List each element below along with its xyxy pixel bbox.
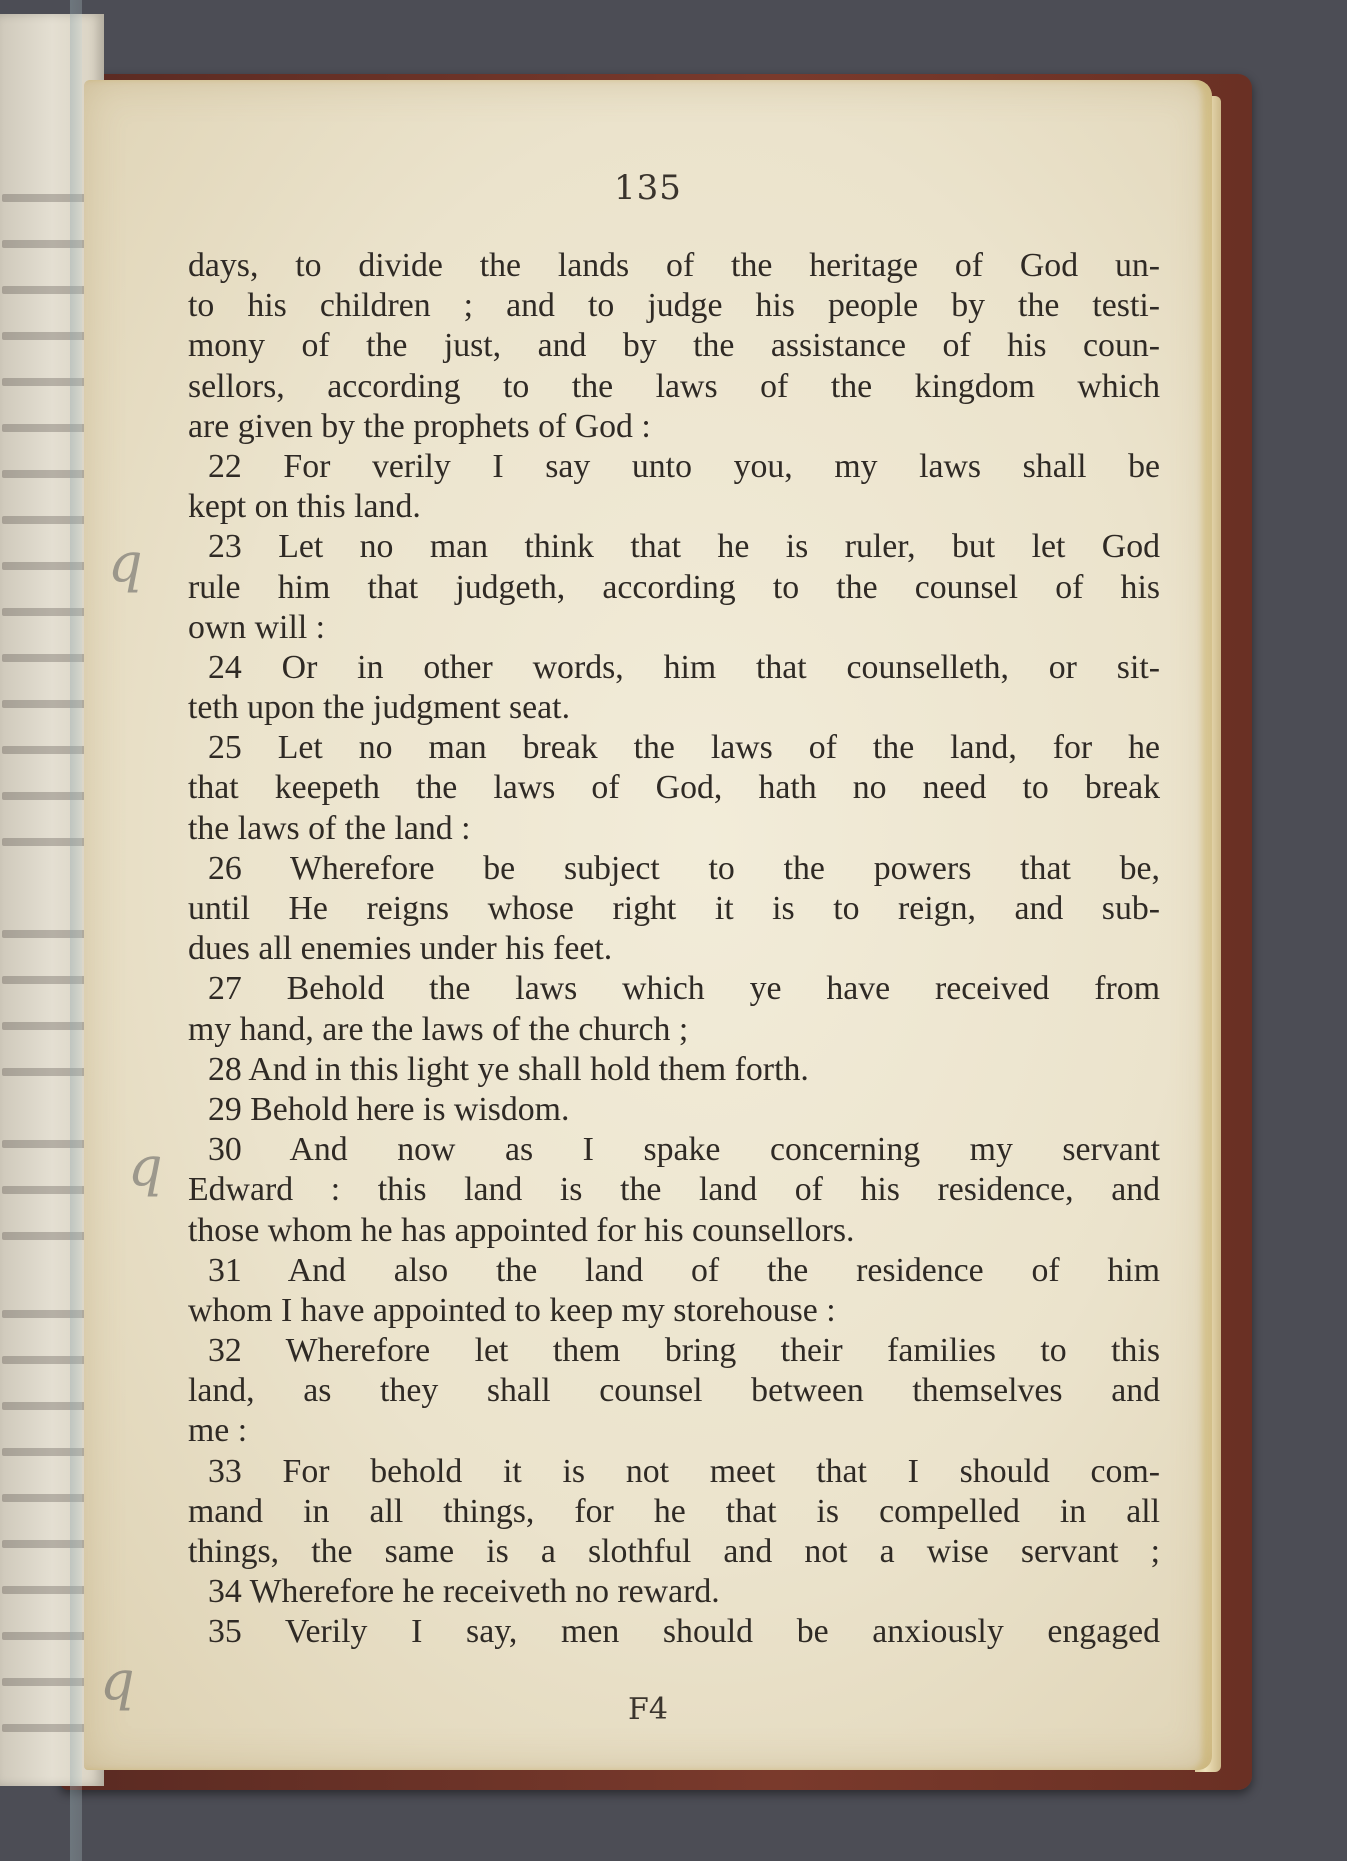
text-line: kept on this land. xyxy=(188,488,421,526)
text-line: Edward : this land is the land of his residence, and xyxy=(188,1171,1160,1209)
text-line: mand in all things, for he that is compelled in all xyxy=(188,1492,1160,1530)
text-line: days, to divide the lands of the heritage of God un- xyxy=(188,247,1160,284)
text-line: me : xyxy=(188,1412,248,1450)
text-line: to his children ; and to judge his people by the testi- xyxy=(188,287,1160,325)
text-line: 26 Wherefore be subject to the powers that be, xyxy=(208,849,1160,887)
printer-signature-mark: F4 xyxy=(628,1692,668,1727)
text-line: mony of the just, and by the assistance of his coun- xyxy=(188,327,1160,365)
text-line: things, the same is a slothful and not a wise servant ; xyxy=(188,1533,1160,1570)
binding-tape xyxy=(70,0,82,1861)
page-body-text xyxy=(188,246,1160,1653)
text-line: 27 Behold the laws which ye have received from xyxy=(208,970,1160,1008)
text-line: dues all enemies under his feet. xyxy=(188,930,613,968)
text-line: 28 And in this light ye shall hold them forth. xyxy=(208,1050,809,1088)
text-line: 24 Or in other words, him that counselleth, or sit- xyxy=(208,648,1160,686)
text-line: rule him that judgeth, according to the counsel of his xyxy=(188,568,1160,606)
text-line: own will : xyxy=(188,608,326,646)
text-line: 25 Let no man break the laws of the land, for he xyxy=(208,729,1160,767)
text-line: sellors, according to the laws of the kingdom which xyxy=(188,367,1160,405)
text-line: 30 And now as I spake concerning my servant xyxy=(208,1131,1160,1169)
page-number: 135 xyxy=(614,168,682,208)
text-line: 32 Wherefore let them bring their families to this xyxy=(208,1332,1160,1370)
text-line: 22 For verily I say unto you, my laws shall be xyxy=(208,447,1160,485)
text-line: those whom he has appointed for his counsellors. xyxy=(188,1211,855,1249)
text-line: that keepeth the laws of God, hath no need to break xyxy=(188,769,1160,807)
text-line: 29 Behold here is wisdom. xyxy=(208,1090,570,1128)
pencil-annotation-mark: q xyxy=(108,531,143,594)
pencil-annotation-mark: q xyxy=(100,1649,135,1712)
text-line: 34 Wherefore he receiveth no reward. xyxy=(208,1573,720,1611)
text-line: 33 For behold it is not meet that I should com- xyxy=(208,1452,1160,1490)
book-page xyxy=(84,80,1212,1770)
text-line: teth upon the judgment seat. xyxy=(188,689,571,727)
text-line: until He reigns whose right it is to reign, and sub- xyxy=(188,890,1160,927)
text-line: whom I have appointed to keep my storehouse : xyxy=(188,1291,836,1329)
pencil-annotation-mark: q xyxy=(128,1135,163,1198)
text-line: my hand, are the laws of the church ; xyxy=(188,1010,689,1048)
text-line: are given by the prophets of God : xyxy=(188,407,651,445)
text-line: 35 Verily I say, men should be anxiously engaged xyxy=(208,1613,1160,1651)
text-line: land, as they shall counsel between themselves and xyxy=(188,1372,1160,1410)
text-line: 31 And also the land of the residence of him xyxy=(208,1251,1160,1289)
text-line: 23 Let no man think that he is ruler, but let God xyxy=(208,528,1160,566)
text-line: the laws of the land : xyxy=(188,809,471,847)
